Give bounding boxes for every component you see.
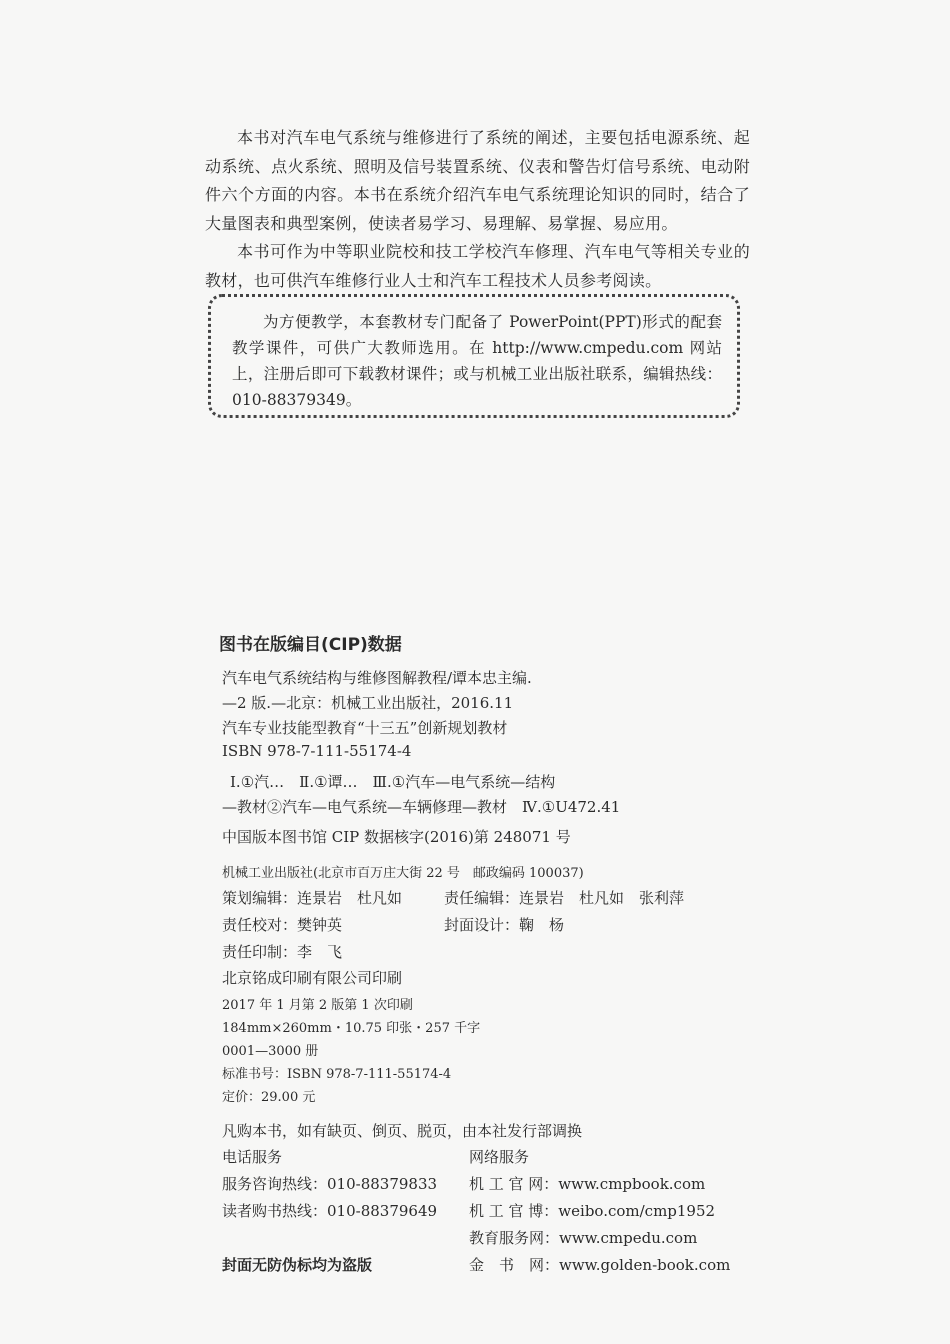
consult-hotline: 服务咨询热线：010-88379833 <box>222 1175 438 1193</box>
cip-line-4: ISBN 978-7-111-55174-4 <box>222 742 412 760</box>
book-introduction <box>205 124 750 295</box>
standard-isbn: 标准书号：ISBN 978-7-111-55174-4 <box>222 1067 452 1082</box>
cip-line-6: —教材②汽车—电气系统—车辆修理—教材 Ⅳ.①U472.41 <box>222 798 621 816</box>
phone-service-heading: 电话服务 <box>222 1148 283 1166</box>
courseware-notice-text: 为方便教学，本套教材专门配备了 PowerPoint(PPT)形式的配套教学课件，可供广大教师选用。在 http://www.cmpedu.com 网站上，注册后即可下载教材课件；或与机械工业出版社联系，编辑热线：010-88379349。 <box>232 313 722 409</box>
exchange-notice: 凡购本书，如有缺页、倒页、脱页，由本社发行部调换 <box>222 1122 583 1140</box>
intro-paragraph-2: 本书可作为中等职业院校和技工学校汽车修理、汽车电气等相关专业的教材，也可供汽车维修行业人士和汽车工程技术人员参考阅读。 <box>205 242 750 290</box>
responsible-editor: 责任编辑：连景岩 杜凡如 张利萍 <box>444 889 685 907</box>
cip-line-5: Ⅰ.①汽… Ⅱ.①谭… Ⅲ.①汽车—电气系统—结构 <box>230 773 556 791</box>
cmp-website: 机 工 官 网：www.cmpbook.com <box>469 1175 706 1193</box>
cip-title: 图书在版编目(CIP)数据 <box>219 635 402 655</box>
reader-hotline: 读者购书热线：010-88379649 <box>222 1202 438 1220</box>
cip-line-7: 中国版本图书馆 CIP 数据核字(2016)第 248071 号 <box>222 828 571 846</box>
network-service-heading: 网络服务 <box>469 1148 530 1166</box>
format-info: 184mm×260mm・10.75 印张・257 千字 <box>222 1021 481 1036</box>
cip-line-3: 汽车专业技能型教育“十三五”创新规划教材 <box>222 719 508 737</box>
proofreader: 责任校对：樊钟英 <box>222 916 343 934</box>
publisher-address: 机械工业出版社(北京市百万庄大街 22 号 邮政编码 100037) <box>222 866 584 881</box>
anti-piracy-notice: 封面无防伪标均为盗版 <box>222 1256 373 1274</box>
price: 定价：29.00 元 <box>222 1090 316 1105</box>
cmp-weibo: 机 工 官 博：weibo.com/cmp1952 <box>469 1202 716 1220</box>
cip-line-1: 汽车电气系统结构与维修图解教程/谭本忠主编. <box>222 669 532 687</box>
education-site: 教育服务网：www.cmpedu.com <box>469 1229 698 1247</box>
planning-editor: 策划编辑：连景岩 杜凡如 <box>222 889 403 907</box>
print-run: 0001—3000 册 <box>222 1044 319 1059</box>
printer: 北京铭成印刷有限公司印刷 <box>222 969 403 987</box>
cover-design: 封面设计：鞠 杨 <box>444 916 565 934</box>
intro-paragraph-1: 本书对汽车电气系统与维修进行了系统的阐述，主要包括电源系统、起动系统、点火系统、照明及信号装置系统、仪表和警告灯信号系统、电动附件六个方面的内容。本书在系统介绍汽车电气系统理论知识的同时，结合了大量图表和典型案例，使读者易学习、易理解、易掌握、易应用。 <box>205 128 750 233</box>
courseware-notice <box>232 309 722 413</box>
cip-line-2: —2 版.—北京：机械工业出版社，2016.11 <box>222 694 514 712</box>
printing-manager: 责任印制：李 飞 <box>222 943 343 961</box>
golden-book-site: 金 书 网：www.golden-book.com <box>469 1256 731 1274</box>
edition-info: 2017 年 1 月第 2 版第 1 次印刷 <box>222 998 413 1013</box>
